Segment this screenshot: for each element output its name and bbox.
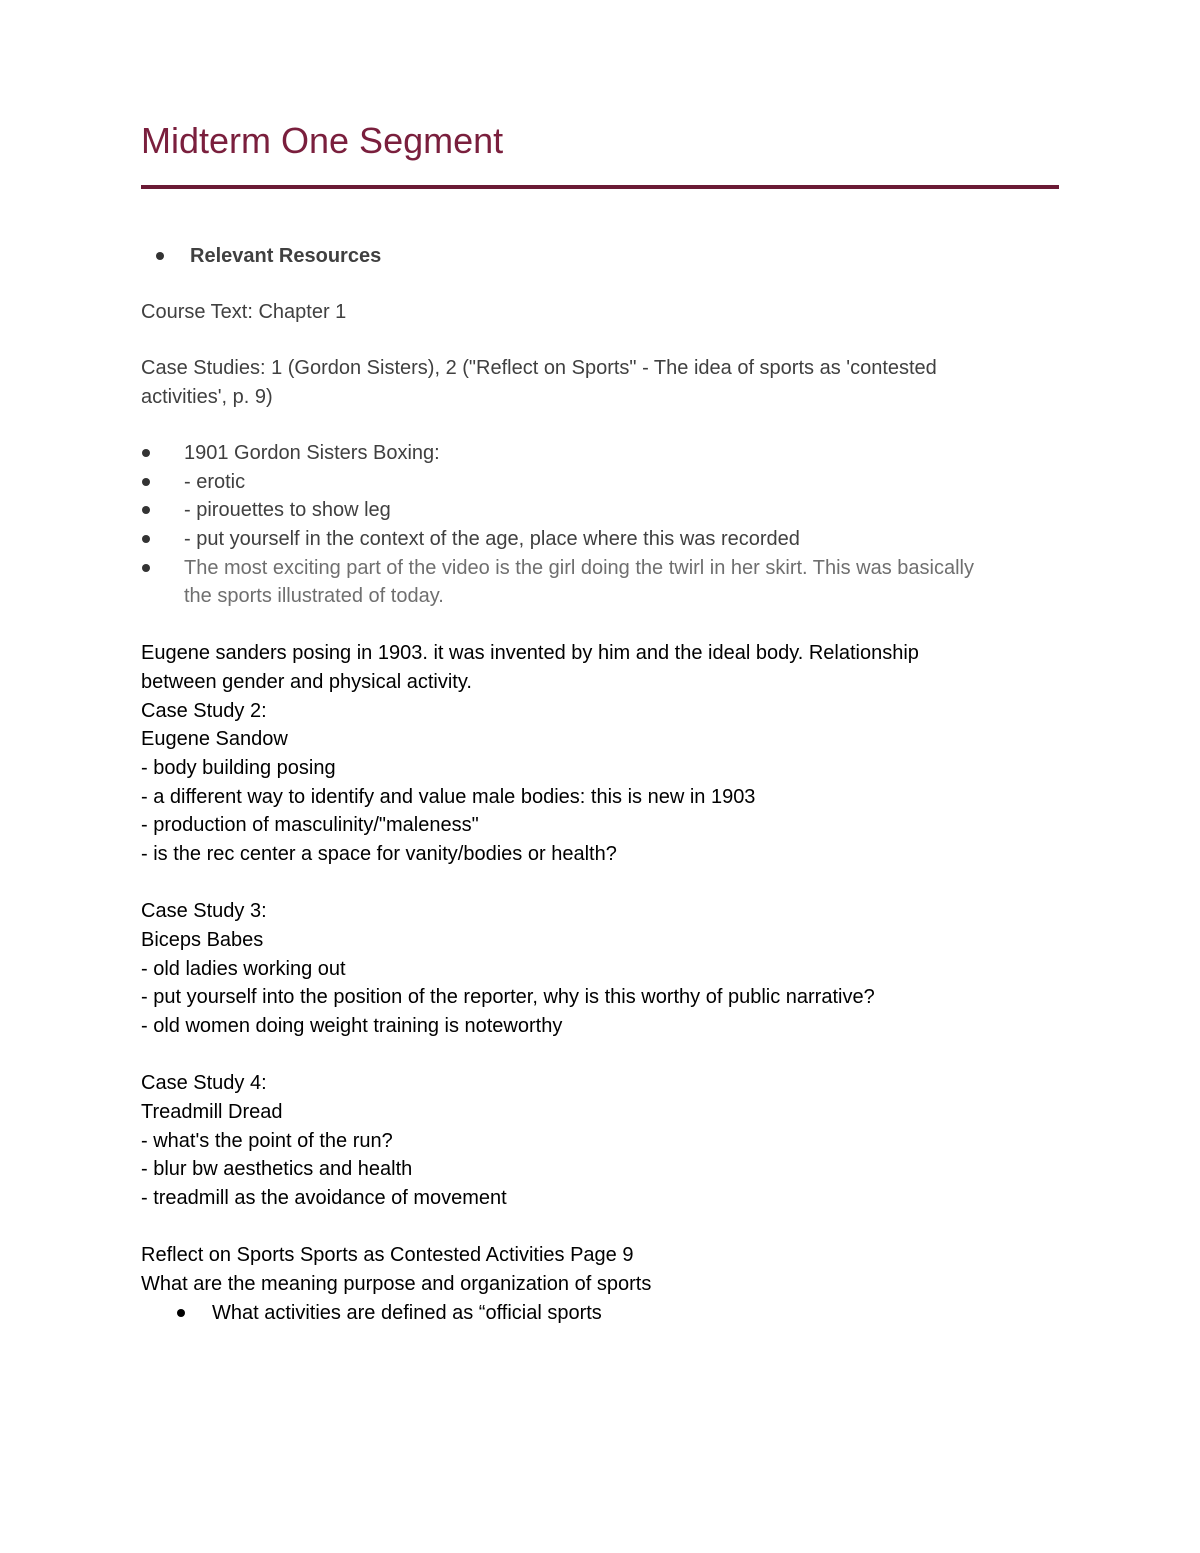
case-study-4-heading: Case Study 4: [141,1072,267,1094]
case-study-2-point: - is the rec center a space for vanity/bodies or health? [141,843,617,865]
case-study-4-point: - blur bw aesthetics and health [141,1158,413,1180]
course-text-line: Course Text: Chapter 1 [141,301,347,323]
case-study-2-point: - a different way to identify and value male bodies: this is new in 1903 [141,786,756,808]
reflect-heading: Reflect on Sports Sports as Contested Activities Page 9 [141,1244,634,1266]
bullet-icon [142,535,150,543]
bullet-icon [142,564,150,572]
reflect-bullet: What activities are defined as “official sports [212,1302,602,1324]
list-item: - pirouettes to show leg [184,499,391,521]
case-study-3-point: - old ladies working out [141,958,346,980]
eugene-intro-line-continued: between gender and physical activity. [141,671,472,693]
case-study-4-point: - treadmill as the avoidance of movement [141,1187,507,1209]
page-title: Midterm One Segment [141,120,504,161]
case-study-2-subject: Eugene Sandow [141,728,288,750]
title-underline [141,185,1059,189]
case-study-4-point: - what's the point of the run? [141,1130,393,1152]
case-study-2-point: - body building posing [141,757,336,779]
case-study-3-point: - old women doing weight training is noteworthy [141,1015,563,1037]
list-item: The most exciting part of the video is the girl doing the twirl in her skirt. This was basically [184,557,974,579]
bullet-icon [142,506,150,514]
eugene-intro-line: Eugene sanders posing in 1903. it was invented by him and the ideal body. Relationship [141,642,919,664]
case-study-2-point: - production of masculinity/"maleness" [141,814,479,836]
list-item: - put yourself in the context of the age, place where this was recorded [184,528,800,550]
resources-heading: Relevant Resources [190,245,382,267]
case-studies-line: Case Studies: 1 (Gordon Sisters), 2 ("Reflect on Sports" - The idea of sports as 'contested [141,357,937,379]
case-study-3-heading: Case Study 3: [141,900,267,922]
bullet-icon [156,252,164,260]
bullet-icon [177,1309,185,1317]
case-study-2-heading: Case Study 2: [141,700,267,722]
list-item: 1901 Gordon Sisters Boxing: [184,442,440,464]
reflect-question: What are the meaning purpose and organization of sports [141,1273,652,1295]
list-item-continued: the sports illustrated of today. [184,585,444,607]
case-study-4-subject: Treadmill Dread [141,1101,283,1123]
bullet-icon [142,449,150,457]
case-studies-line-continued: activities', p. 9) [141,386,273,408]
bullet-icon [142,478,150,486]
list-item: - erotic [184,471,246,493]
case-study-3-point: - put yourself into the position of the reporter, why is this worthy of public narrative? [141,986,875,1008]
case-study-3-subject: Biceps Babes [141,929,264,951]
